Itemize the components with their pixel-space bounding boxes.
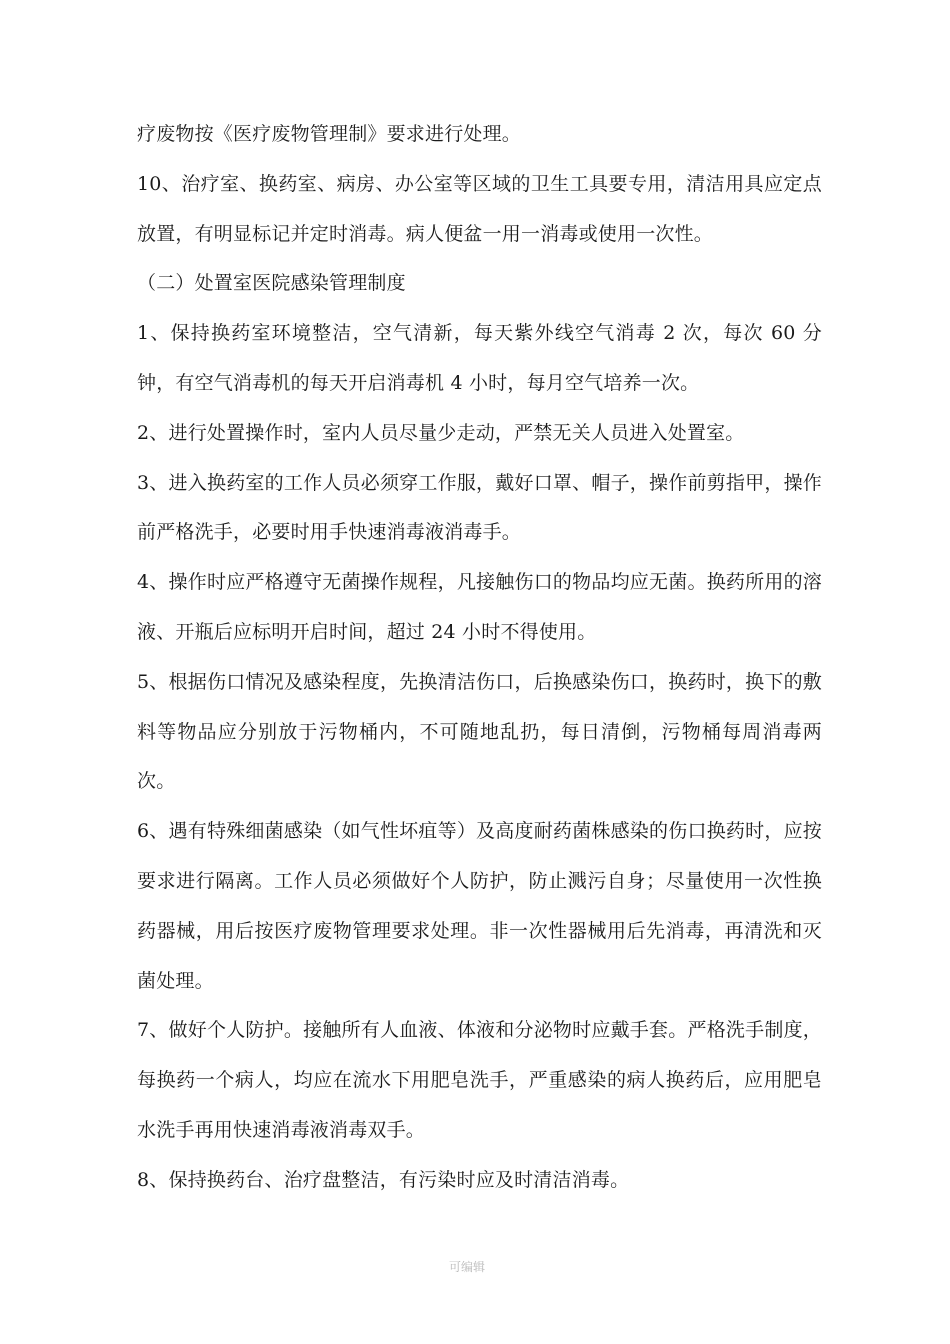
paragraph-item-10: 10、治疗室、换药室、病房、办公室等区域的卫生工具要专用，清洁用具应定点放置，有明显标记并定时消毒。病人便盆一用一消毒或使用一次性。 bbox=[137, 172, 822, 245]
paragraph-item-2: 2、进行处置操作时，室内人员尽量少走动，严禁无关人员进入处置室。 bbox=[137, 421, 745, 444]
editable-watermark-label: 可编辑 bbox=[448, 1260, 485, 1274]
paragraph-item-7: 7、做好个人防护。接触所有人血液、体液和分泌物时应戴手套。严格洗手制度，每换药一个病人，均应在流水下用肥皂洗手，严重感染的病人换药后，应用肥皂水洗手再用快速消毒液消毒双手。 bbox=[137, 1019, 822, 1141]
paragraph-item-8: 8、保持换药台、治疗盘整洁，有污染时应及时清洁消毒。 bbox=[137, 1168, 630, 1191]
paragraph-item-4: 4、操作时应严格遵守无菌操作规程，凡接触伤口的物品均应无菌。换药所用的溶液、开瓶后应标明开启时间，超过 24 小时不得使用。 bbox=[137, 571, 822, 643]
document-body bbox=[137, 110, 822, 1206]
paragraph-item-3: 3、进入换药室的工作人员必须穿工作服，戴好口罩、帽子，操作前剪指甲，操作前严格洗手，必要时用手快速消毒液消毒手。 bbox=[137, 471, 822, 544]
section-heading: （二）处置室医院感染管理制度 bbox=[137, 272, 406, 295]
paragraph-item-6: 6、遇有特殊细菌感染（如气性坏疽等）及高度耐药菌株感染的伤口换药时，应按要求进行隔离。工作人员必须做好个人防护，防止溅污自身；尽量使用一次性换药器械，用后按医疗废物管理要求处理。非一次性器械用后先消毒，再清洗和灭菌处理。 bbox=[137, 820, 822, 992]
paragraph-item-5: 5、根据伤口情况及感染程度，先换清洁伤口，后换感染伤口，换药时，换下的敷料等物品应分别放于污物桶内，不可随地乱扔，每日清倒，污物桶每周消毒两次。 bbox=[137, 670, 822, 793]
paragraph-item-1: 1、保持换药室环境整洁，空气清新，每天紫外线空气消毒 2 次，每次 60 分钟，有空气消毒机的每天开启消毒机 4 小时，每月空气培养一次。 bbox=[137, 322, 822, 394]
paragraph-continuation: 疗废物按《医疗废物管理制》要求进行处理。 bbox=[137, 123, 522, 145]
